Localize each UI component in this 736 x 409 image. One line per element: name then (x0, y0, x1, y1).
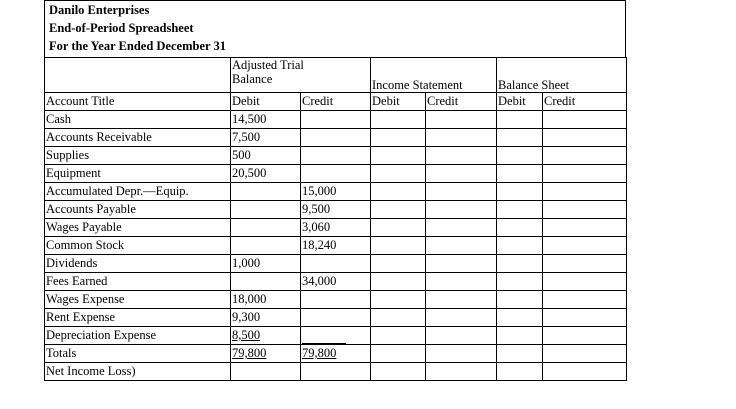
column-header-row (45, 93, 627, 111)
worksheet-title: End-of-Period Spreadsheet (49, 21, 194, 35)
group-income-statement: Income Statement (371, 58, 497, 93)
col-is-credit: Credit (426, 93, 497, 111)
col-bs-debit: Debit (497, 93, 543, 111)
col-atb-debit: Debit (231, 93, 301, 111)
period: For the Year Ended December 31 (49, 39, 226, 53)
net-income-row: Net Income Loss) (45, 363, 627, 381)
worksheet-header (44, 0, 626, 57)
table-row: Rent Expense 9,300 (45, 309, 627, 327)
table-row: Wages Payable 3,060 (45, 219, 627, 237)
worksheet-table (44, 57, 627, 381)
totals-row: Totals 79,800 79,800 (45, 345, 627, 363)
table-row: Accounts Receivable 7,500 (45, 129, 627, 147)
table-row: Common Stock 18,240 (45, 237, 627, 255)
table-row: Depreciation Expense 8,500 (45, 327, 627, 345)
table-row: Accumulated Depr.—Equip. 15,000 (45, 183, 627, 201)
table-row: Wages Expense 18,000 (45, 291, 627, 309)
col-account-title: Account Title (45, 93, 231, 111)
table-row: Dividends 1,000 (45, 255, 627, 273)
col-atb-credit: Credit (301, 93, 371, 111)
group-header-row (45, 58, 627, 93)
table-row: Fees Earned 34,000 (45, 273, 627, 291)
group-adjusted-trial-balance: Adjusted Trial Balance (231, 58, 371, 93)
table-row: Accounts Payable 9,500 (45, 201, 627, 219)
group-balance-sheet: Balance Sheet (497, 58, 627, 93)
company-name: Danilo Enterprises (49, 3, 150, 17)
table-row: Supplies 500 (45, 147, 627, 165)
table-row: Equipment 20,500 (45, 165, 627, 183)
table-row: Cash 14,500 (45, 111, 627, 129)
underline-mark (302, 329, 346, 344)
col-is-debit: Debit (371, 93, 426, 111)
col-bs-credit: Credit (543, 93, 627, 111)
